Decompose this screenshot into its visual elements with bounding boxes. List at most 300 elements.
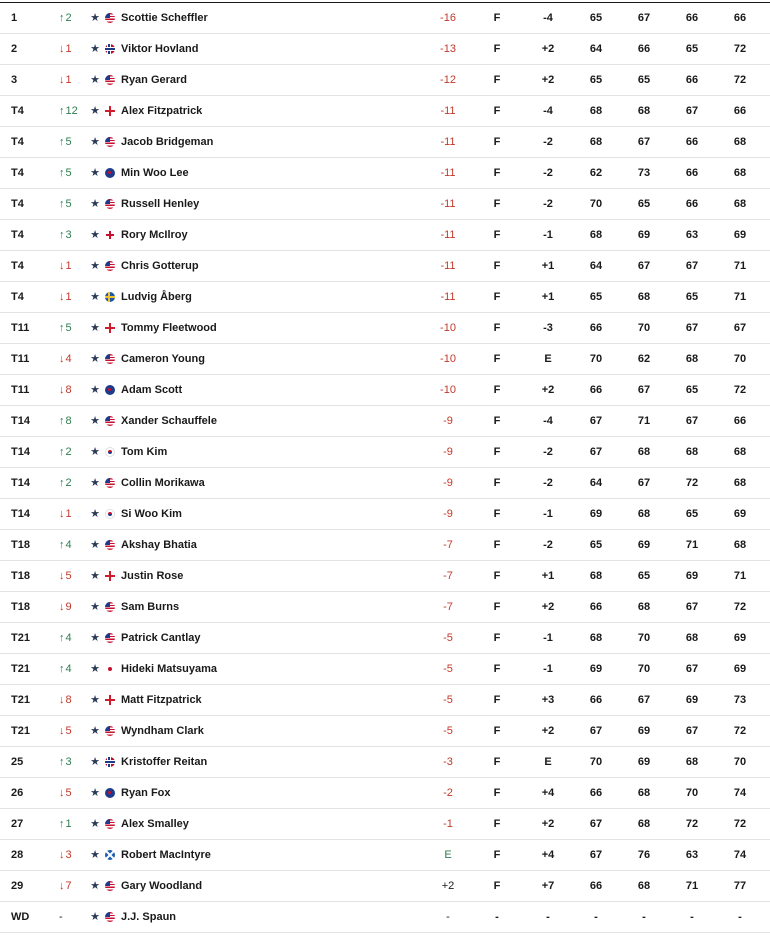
today-score: -1 [543,508,553,520]
round-1-score: 65 [589,74,603,86]
round-2-score: 67 [637,12,651,24]
round-3-score: 66 [685,167,699,179]
movement-value: 3 [65,229,72,241]
round-2-score: 67 [637,136,651,148]
total-to-par: -5 [443,632,453,644]
round-4-score: 68 [733,446,747,458]
player-name[interactable]: Robert MacIntyre [121,849,211,861]
star-icon[interactable]: ★ [90,756,100,768]
position-movement [59,809,89,839]
position: WD [11,911,30,923]
position: 29 [11,880,24,892]
round-1-score: - [594,911,598,923]
round-3-score: 72 [685,477,699,489]
round-4-score: 68 [733,477,747,489]
movement-value: 4 [65,539,72,551]
position: T14 [11,477,30,489]
today-score: E [544,756,552,768]
position-movement [59,654,89,684]
player-name[interactable]: Scottie Scheffler [121,12,208,24]
player-name[interactable]: Kristoffer Reitan [121,756,208,768]
movement-value: 7 [65,880,72,892]
star-icon[interactable]: ★ [90,880,100,892]
table-row[interactable] [0,654,770,685]
round-3-score: 67 [685,725,699,737]
table-row[interactable] [0,530,770,561]
star-icon[interactable]: ★ [90,415,100,427]
table-row[interactable] [0,220,770,251]
round-3-score: 72 [685,818,699,830]
round-1-score: 67 [589,446,603,458]
today-score: +4 [541,787,555,799]
round-1-score: 64 [589,477,603,489]
position-movement [59,375,89,405]
arrow-down-icon: ↓ [59,43,65,55]
round-2-score: 69 [637,229,651,241]
arrow-up-icon: ↑ [59,322,65,334]
round-3-score: 68 [685,446,699,458]
star-icon[interactable]: ★ [90,43,100,55]
player-name[interactable]: Xander Schauffele [121,415,217,427]
round-3-score: 71 [685,539,699,551]
total-to-par: -11 [440,229,456,241]
thru: F [493,818,501,830]
total-to-par: -2 [443,787,453,799]
table-row[interactable] [0,716,770,747]
table-row[interactable] [0,127,770,158]
round-4-score: 66 [733,415,747,427]
round-4-score: 72 [733,601,747,613]
player-name[interactable]: Min Woo Lee [121,167,189,179]
round-2-score: 67 [637,384,651,396]
round-2-score: 68 [637,291,651,303]
position: T18 [11,539,30,551]
position: T14 [11,508,30,520]
table-row[interactable] [0,499,770,530]
round-1-score: 64 [589,260,603,272]
movement-value: 4 [65,663,72,675]
today-score: +2 [541,74,555,86]
star-icon[interactable]: ★ [90,694,100,706]
round-2-score: 67 [637,260,651,272]
movement-value: 3 [65,756,72,768]
round-4-score: 70 [733,756,747,768]
thru: F [493,229,501,241]
arrow-up-icon: ↑ [59,198,65,210]
total-to-par: -1 [443,818,453,830]
star-icon[interactable]: ★ [90,105,100,117]
arrow-down-icon: ↓ [59,291,65,303]
arrow-up-icon: ↑ [59,136,65,148]
movement-value: 4 [65,353,72,365]
player-name[interactable]: Sam Burns [121,601,180,613]
movement-value: 8 [65,415,72,427]
table-row[interactable] [0,189,770,220]
round-1-score: 66 [589,880,603,892]
round-4-score: 68 [733,167,747,179]
player-name[interactable]: Justin Rose [121,570,184,582]
star-icon[interactable]: ★ [90,291,100,303]
arrow-up-icon: ↑ [59,12,65,24]
player-name[interactable]: Alex Fitzpatrick [121,105,203,117]
star-icon[interactable]: ★ [90,229,100,241]
player-name[interactable]: Tommy Fleetwood [121,322,217,334]
movement-value: 1 [65,818,72,830]
star-icon[interactable]: ★ [90,570,100,582]
position: T21 [11,694,30,706]
round-1-score: 65 [589,539,603,551]
total-to-par: -3 [443,756,453,768]
arrow-up-icon: ↑ [59,539,65,551]
star-icon[interactable]: ★ [90,12,100,24]
today-score: -1 [543,632,553,644]
thru: - [495,911,499,923]
round-4-score: 74 [733,787,747,799]
round-1-score: 67 [589,849,603,861]
total-to-par: E [444,849,452,861]
round-3-score: 67 [685,415,699,427]
country-flag-icon [105,633,115,643]
round-3-score: 63 [685,229,699,241]
today-score: -4 [543,105,553,117]
thru: F [493,105,501,117]
movement-value: - [59,911,63,923]
round-4-score: 71 [733,260,747,272]
round-1-score: 66 [589,384,603,396]
arrow-up-icon: ↑ [59,632,65,644]
round-1-score: 66 [589,694,603,706]
table-row[interactable] [0,34,770,65]
country-flag-icon [105,912,115,922]
table-row[interactable] [0,592,770,623]
total-to-par: -11 [440,260,456,272]
round-4-score: 70 [733,353,747,365]
country-flag-icon [105,850,115,860]
country-flag-icon [105,13,115,23]
round-3-score: 67 [685,105,699,117]
country-flag-icon [105,447,115,457]
star-icon[interactable]: ★ [90,849,100,861]
round-1-score: 70 [589,198,603,210]
round-2-score: 76 [637,849,651,861]
arrow-down-icon: ↓ [59,880,65,892]
round-2-score: 69 [637,539,651,551]
player-name[interactable]: Cameron Young [121,353,205,365]
round-1-score: 65 [589,12,603,24]
movement-value: 3 [65,849,72,861]
round-4-score: 69 [733,508,747,520]
total-to-par: -13 [440,43,456,55]
movement-value: 5 [65,787,72,799]
round-1-score: 64 [589,43,603,55]
table-row[interactable] [0,809,770,840]
position: 25 [11,756,24,768]
round-4-score: - [738,911,742,923]
round-3-score: 68 [685,353,699,365]
round-1-score: 68 [589,136,603,148]
movement-value: 1 [65,260,72,272]
position-movement [59,561,89,591]
arrow-up-icon: ↑ [59,818,65,830]
arrow-up-icon: ↑ [59,105,65,117]
movement-value: 5 [65,167,72,179]
round-1-score: 67 [589,415,603,427]
star-icon[interactable]: ★ [90,322,100,334]
thru: F [493,725,501,737]
star-icon[interactable]: ★ [90,167,100,179]
today-score: -2 [543,539,553,551]
position: T11 [11,384,30,396]
player-name[interactable]: Russell Henley [121,198,200,210]
round-3-score: 69 [685,694,699,706]
round-3-score: 66 [685,12,699,24]
today-score: +3 [541,694,555,706]
round-3-score: 69 [685,570,699,582]
table-row[interactable] [0,902,770,933]
position-movement [59,592,89,622]
arrow-up-icon: ↑ [59,446,65,458]
star-icon[interactable]: ★ [90,353,100,365]
star-icon[interactable]: ★ [90,818,100,830]
position-movement [59,313,89,343]
star-icon[interactable]: ★ [90,74,100,86]
table-row[interactable] [0,158,770,189]
star-icon[interactable]: ★ [90,260,100,272]
player-name[interactable]: Hideki Matsuyama [121,663,217,675]
today-score: -4 [543,415,553,427]
round-4-score: 73 [733,694,747,706]
today-score: +2 [541,43,555,55]
today-score: -2 [543,167,553,179]
position-movement [59,840,89,870]
position-movement [59,189,89,219]
star-icon[interactable]: ★ [90,787,100,799]
round-1-score: 66 [589,601,603,613]
position: T21 [11,725,30,737]
table-row[interactable] [0,96,770,127]
round-2-score: 65 [637,570,651,582]
leaderboard-rows [0,3,770,933]
country-flag-icon [105,292,115,302]
player-name[interactable]: Tom Kim [121,446,168,458]
total-to-par: -11 [440,167,456,179]
total-to-par: -12 [440,74,456,86]
thru: F [493,787,501,799]
round-2-score: 65 [637,74,651,86]
country-flag-icon [105,540,115,550]
position: T4 [11,229,24,241]
player-name[interactable]: Ryan Gerard [121,74,188,86]
movement-value: 1 [65,508,72,520]
thru: F [493,477,501,489]
position: T4 [11,291,24,303]
player-name[interactable]: Patrick Cantlay [121,632,201,644]
table-row[interactable] [0,685,770,716]
round-3-score: 68 [685,632,699,644]
round-2-score: 67 [637,477,651,489]
country-flag-icon [105,695,115,705]
today-score: - [546,911,550,923]
star-icon[interactable]: ★ [90,725,100,737]
star-icon[interactable]: ★ [90,446,100,458]
round-3-score: 63 [685,849,699,861]
movement-value: 2 [65,446,72,458]
star-icon[interactable]: ★ [90,198,100,210]
star-icon[interactable]: ★ [90,384,100,396]
table-row[interactable] [0,251,770,282]
country-flag-icon [105,44,115,54]
position: T4 [11,105,24,117]
total-to-par: - [446,911,450,923]
player-name[interactable]: Si Woo Kim [121,508,182,520]
table-row[interactable] [0,747,770,778]
round-1-score: 70 [589,756,603,768]
player-name[interactable]: Jacob Bridgeman [121,136,214,148]
country-flag-icon [105,75,115,85]
star-icon[interactable]: ★ [90,136,100,148]
round-4-score: 68 [733,539,747,551]
round-2-score: 69 [637,725,651,737]
thru: F [493,694,501,706]
movement-value: 1 [65,291,72,303]
thru: F [493,167,501,179]
thru: F [493,198,501,210]
table-row[interactable] [0,65,770,96]
country-flag-icon [105,726,115,736]
table-row[interactable] [0,778,770,809]
round-3-score: 67 [685,260,699,272]
thru: F [493,601,501,613]
player-name[interactable]: Gary Woodland [121,880,203,892]
star-icon[interactable]: ★ [90,508,100,520]
player-name[interactable]: Rory McIlroy [121,229,188,241]
position: 2 [11,43,18,55]
round-4-score: 66 [733,12,747,24]
today-score: -4 [543,12,553,24]
star-icon[interactable]: ★ [90,539,100,551]
arrow-down-icon: ↓ [59,384,65,396]
round-4-score: 74 [733,849,747,861]
thru: F [493,880,501,892]
total-to-par: -11 [440,291,456,303]
table-row[interactable] [0,375,770,406]
position: 26 [11,787,24,799]
country-flag-icon [105,106,115,116]
player-name[interactable]: Wyndham Clark [121,725,204,737]
table-row[interactable] [0,344,770,375]
thru: F [493,322,501,334]
country-flag-icon [105,509,115,519]
movement-value: 8 [65,694,72,706]
star-icon[interactable]: ★ [90,911,100,923]
position: T11 [11,353,30,365]
player-name[interactable]: Ryan Fox [121,787,171,799]
round-2-score: 69 [637,756,651,768]
table-row[interactable] [0,871,770,902]
position-movement [59,623,89,653]
position-movement [59,530,89,560]
position: 28 [11,849,24,861]
position-movement [59,747,89,777]
today-score: +4 [541,849,555,861]
position-movement [59,3,89,33]
total-to-par: -10 [440,322,456,334]
player-name[interactable]: Ludvig Åberg [121,291,192,303]
table-row[interactable] [0,406,770,437]
total-to-par: -11 [440,136,456,148]
position-movement [59,499,89,529]
country-flag-icon [105,881,115,891]
thru: F [493,260,501,272]
country-flag-icon [105,385,115,395]
movement-value: 2 [65,477,72,489]
table-row[interactable] [0,468,770,499]
player-name[interactable]: Alex Smalley [121,818,189,830]
round-2-score: 68 [637,446,651,458]
player-name[interactable]: Akshay Bhatia [121,539,197,551]
round-1-score: 68 [589,570,603,582]
table-row[interactable] [0,561,770,592]
round-3-score: 67 [685,322,699,334]
round-3-score: 70 [685,787,699,799]
total-to-par: -9 [443,508,453,520]
table-row[interactable] [0,282,770,313]
position-movement [59,344,89,374]
position: T21 [11,632,30,644]
today-score: -2 [543,198,553,210]
arrow-down-icon: ↓ [59,508,65,520]
player-name[interactable]: Viktor Hovland [121,43,199,55]
today-score: -1 [543,663,553,675]
round-2-score: 68 [637,601,651,613]
round-1-score: 69 [589,663,603,675]
country-flag-icon [105,137,115,147]
round-2-score: 65 [637,198,651,210]
player-name[interactable]: Chris Gotterup [121,260,199,272]
total-to-par: +2 [441,880,455,892]
player-name[interactable]: Adam Scott [121,384,183,396]
table-row[interactable] [0,3,770,34]
position: T4 [11,136,24,148]
today-score: +2 [541,818,555,830]
arrow-down-icon: ↓ [59,74,65,86]
today-score: E [544,353,552,365]
player-name[interactable]: Collin Morikawa [121,477,205,489]
movement-value: 1 [65,74,72,86]
round-1-score: 70 [589,353,603,365]
table-row[interactable] [0,840,770,871]
player-name[interactable]: J.J. Spaun [121,911,177,923]
table-row[interactable] [0,437,770,468]
position: T11 [11,322,30,334]
position-movement [59,34,89,64]
arrow-down-icon: ↓ [59,694,65,706]
position-movement [59,871,89,901]
player-name[interactable]: Matt Fitzpatrick [121,694,202,706]
table-row[interactable] [0,623,770,654]
total-to-par: -9 [443,415,453,427]
star-icon[interactable]: ★ [90,663,100,675]
star-icon[interactable]: ★ [90,601,100,613]
round-1-score: 62 [589,167,603,179]
movement-value: 5 [65,198,72,210]
round-2-score: 70 [637,632,651,644]
table-row[interactable] [0,313,770,344]
star-icon[interactable]: ★ [90,632,100,644]
round-3-score: 66 [685,198,699,210]
round-3-score: 67 [685,601,699,613]
star-icon[interactable]: ★ [90,477,100,489]
